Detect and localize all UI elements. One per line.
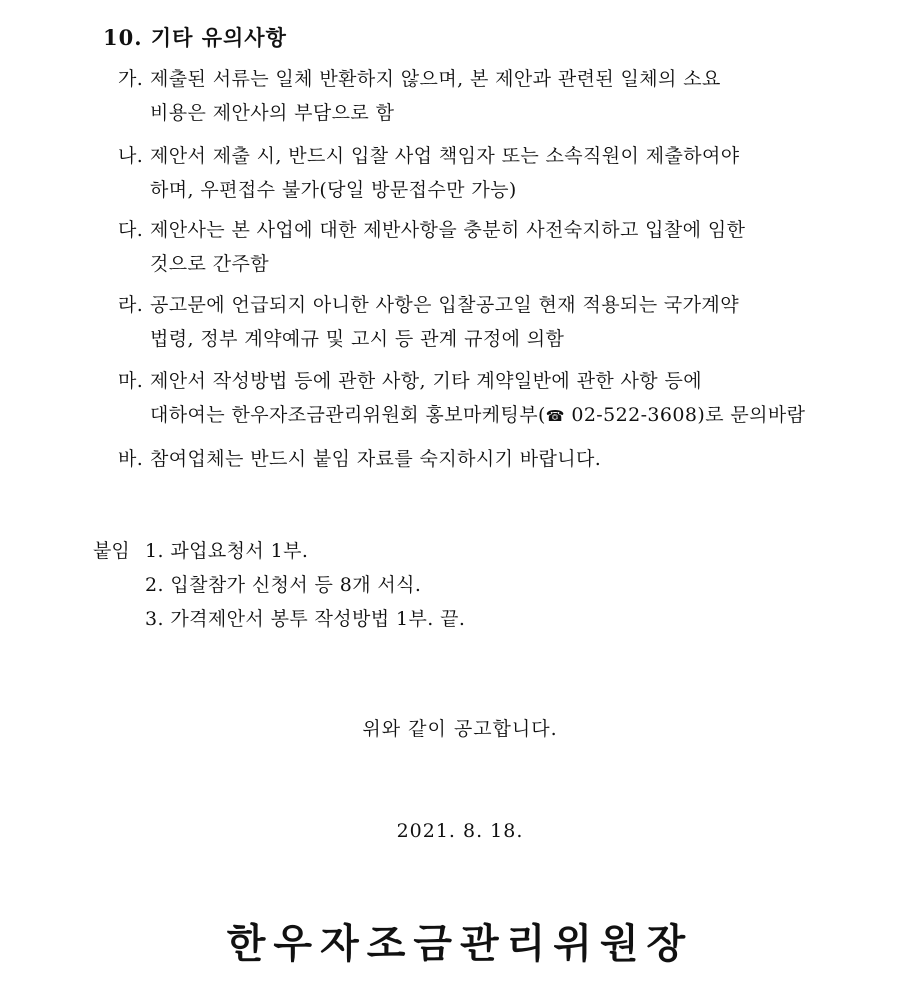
contact-suffix: )로 문의바람 — [697, 404, 806, 426]
item-line: 제안서 제출 시, 반드시 입찰 사업 책임자 또는 소속직원이 제출하여야 — [150, 145, 740, 167]
notice-item-ga — [118, 62, 858, 130]
item-text — [150, 139, 858, 207]
item-line: 제안사는 본 사업에 대한 제반사항을 충분히 사전숙지하고 입찰에 임한 — [150, 219, 746, 241]
item-marker: 가. — [118, 68, 144, 90]
attachment-item: 2. 입찰참가 신청서 등 8개 서식. — [145, 574, 422, 596]
item-marker: 나. — [118, 145, 144, 167]
item-text — [150, 364, 858, 433]
attachments-list — [145, 534, 465, 636]
item-text — [150, 288, 858, 356]
item-line: 법령, 정부 계약예규 및 고시 등 관계 규정에 의함 — [150, 328, 565, 350]
item-line: 비용은 제안사의 부담으로 함 — [150, 102, 395, 124]
item-text — [150, 213, 858, 281]
attachments — [93, 534, 465, 636]
contact-phone: 02-522-3608 — [571, 404, 698, 426]
section-title: 10. 기타 유의사항 — [103, 25, 287, 50]
closing-text: 위와 같이 공고합니다. — [362, 718, 558, 740]
item-line: 제출된 서류는 일체 반환하지 않으며, 본 제안과 관련된 일체의 소요 — [150, 68, 721, 90]
phone-icon: ☎ — [545, 407, 565, 425]
item-marker: 바. — [118, 448, 144, 470]
contact-prefix: 대하여는 한우자조금관리위원회 홍보마케팅부( — [150, 404, 546, 426]
announcement-date: 2021. 8. 18. — [396, 820, 524, 842]
item-line: 공고문에 언급되지 아니한 사항은 입찰공고일 현재 적용되는 국가계약 — [150, 294, 739, 316]
item-line: 것으로 간주함 — [150, 253, 269, 275]
attachment-item: 3. 가격제안서 봉투 작성방법 1부. 끝. — [145, 608, 466, 630]
item-marker: 다. — [118, 219, 144, 241]
item-marker: 마. — [118, 370, 144, 392]
attachment-item: 1. 과업요청서 1부. — [145, 540, 309, 562]
item-text — [150, 442, 858, 476]
notice-item-da — [118, 213, 858, 281]
item-line: 하며, 우편접수 불가(당일 방문접수만 가능) — [150, 179, 517, 201]
notice-item-ma — [118, 364, 858, 433]
item-line: 참여업체는 반드시 붙임 자료를 숙지하시기 바랍니다. — [150, 448, 602, 470]
item-line: 제안서 작성방법 등에 관한 사항, 기타 계약일반에 관한 사항 등에 — [150, 370, 703, 392]
attachments-label: 붙임 — [93, 540, 130, 562]
issuer-signature: 한우자조금관리위원장 — [226, 920, 694, 967]
closing-statement — [0, 714, 920, 741]
item-text — [150, 62, 858, 130]
item-contact-line — [150, 398, 858, 433]
notice-item-na — [118, 139, 858, 207]
item-marker: 라. — [118, 294, 144, 316]
notice-item-ra — [118, 288, 858, 356]
notice-item-ba — [118, 442, 858, 476]
